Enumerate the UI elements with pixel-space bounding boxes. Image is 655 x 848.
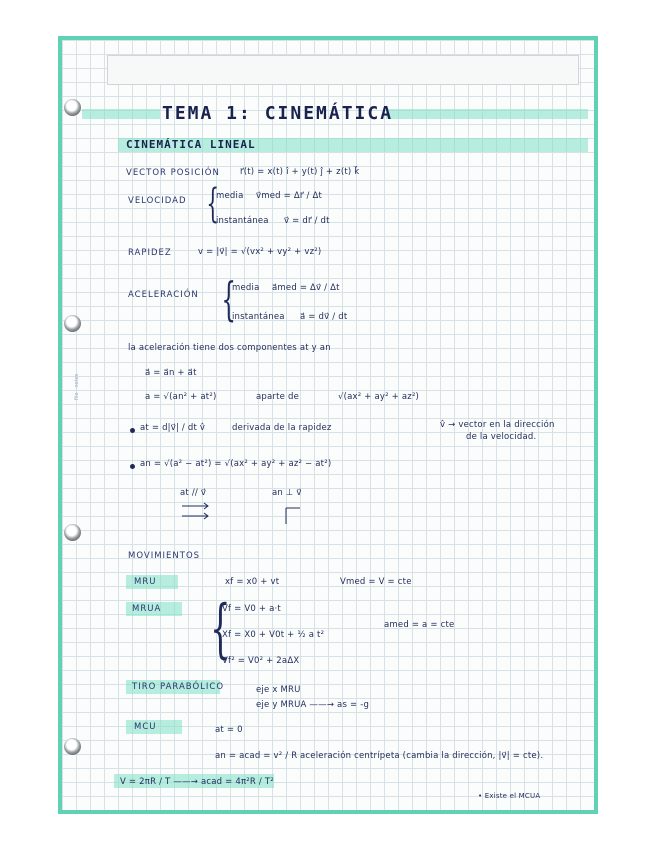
mru-vmed: Vmed = V = cte bbox=[340, 577, 412, 587]
binder-hole bbox=[64, 315, 81, 332]
mcu-note: aceleración centrípeta (cambia la dirección, |v⃗| = cte). bbox=[300, 751, 544, 761]
componentes-sum: a⃗ = a⃗n + a⃗t bbox=[145, 368, 197, 378]
componentes-aparte: aparte de bbox=[256, 392, 299, 402]
margin-watermark: file · notes bbox=[74, 373, 80, 400]
mrua-eq2: Xf = X0 + V0t + ½ a t² bbox=[222, 630, 325, 640]
mrua-eq1: Vf = V0 + a·t bbox=[222, 604, 281, 614]
section-heading: CINEMÁTICA LINEAL bbox=[126, 138, 256, 151]
title-highlight-left bbox=[82, 109, 160, 119]
mrua-eq3: Vf² = V0² + 2aΔX bbox=[222, 656, 300, 666]
tiro-line1: eje x MRU bbox=[256, 685, 301, 695]
componentes-line: la aceleración tiene dos componentes at y an bbox=[128, 343, 331, 353]
mrua-amed: amed = a = cte bbox=[384, 620, 455, 630]
bullet bbox=[130, 464, 135, 469]
mcu-v-eq: V = 2πR / T ——→ acad = 4π²R / T² bbox=[120, 777, 274, 787]
vector-diagram bbox=[180, 502, 320, 526]
tiro-line2: eje y MRUA ——→ as = -g bbox=[256, 700, 370, 710]
at-eq: at = d|v⃗| / dt v̂ bbox=[140, 423, 206, 433]
mcu-an: an = acad = v² / R bbox=[215, 751, 298, 761]
header-box bbox=[107, 55, 579, 85]
existe-mcua-note: • Existe el MCUA bbox=[478, 792, 541, 800]
velocidad-inst: instantánea bbox=[216, 216, 269, 226]
aceleracion-label: ACELERACIÓN bbox=[128, 290, 199, 300]
aceleracion-inst: instantánea bbox=[232, 312, 285, 322]
mru-label: MRU bbox=[134, 577, 157, 587]
componentes-mod: a = √(an² + at²) bbox=[145, 392, 217, 402]
velocidad-inst-eq: v⃗ = dr⃗ / dt bbox=[284, 216, 330, 226]
tiro-label: TIRO PARABÓLICO bbox=[132, 682, 225, 692]
rapidez-eq: v = |v⃗| = √(vx² + vy² + vz²) bbox=[198, 247, 322, 257]
aceleracion-media: media bbox=[232, 283, 260, 293]
vhat-note-1: v̂ → vector en la dirección bbox=[440, 420, 555, 430]
aceleracion-media-eq: a⃗med = Δv⃗ / Δt bbox=[272, 283, 340, 293]
velocidad-media: media bbox=[216, 191, 244, 201]
mru-eq: xf = x0 + vt bbox=[225, 577, 280, 587]
at-parallel: at // v⃗ bbox=[180, 488, 207, 498]
velocidad-brace: { bbox=[206, 181, 220, 227]
movimientos-title: MOVIMIENTOS bbox=[128, 551, 201, 561]
vhat-note-2: de la velocidad. bbox=[466, 432, 537, 442]
mcu-label: MCU bbox=[134, 722, 157, 732]
bullet bbox=[130, 428, 135, 433]
mrua-label: MRUA bbox=[132, 604, 162, 614]
aceleracion-brace: { bbox=[221, 272, 236, 326]
title-highlight-right bbox=[386, 109, 588, 119]
binder-hole bbox=[64, 99, 81, 116]
an-eq: an = √(a² − at²) = √(ax² + ay² + az² − at²) bbox=[140, 459, 332, 469]
rapidez-label: RAPIDEZ bbox=[128, 248, 172, 258]
componentes-mod2: √(ax² + ay² + az²) bbox=[338, 392, 420, 402]
velocidad-label: VELOCIDAD bbox=[128, 196, 187, 206]
binder-hole bbox=[64, 738, 81, 755]
vector-posicion-label: VECTOR POSICIÓN bbox=[126, 168, 220, 178]
aceleracion-inst-eq: a⃗ = dv⃗ / dt bbox=[300, 312, 348, 322]
mrua-brace: { bbox=[210, 592, 231, 666]
at-deriv-note: derivada de la rapidez bbox=[232, 423, 332, 433]
page-title: TEMA 1: CINEMÁTICA bbox=[162, 103, 394, 124]
an-perpendicular: an ⊥ v⃗ bbox=[272, 488, 302, 498]
vector-posicion-eq: r⃗(t) = x(t) î + y(t) ĵ + z(t) k⃗ bbox=[240, 167, 360, 177]
binder-hole bbox=[64, 524, 81, 541]
mcu-at: at = 0 bbox=[215, 725, 243, 735]
velocidad-media-eq: v⃗med = Δr⃗ / Δt bbox=[256, 191, 322, 201]
